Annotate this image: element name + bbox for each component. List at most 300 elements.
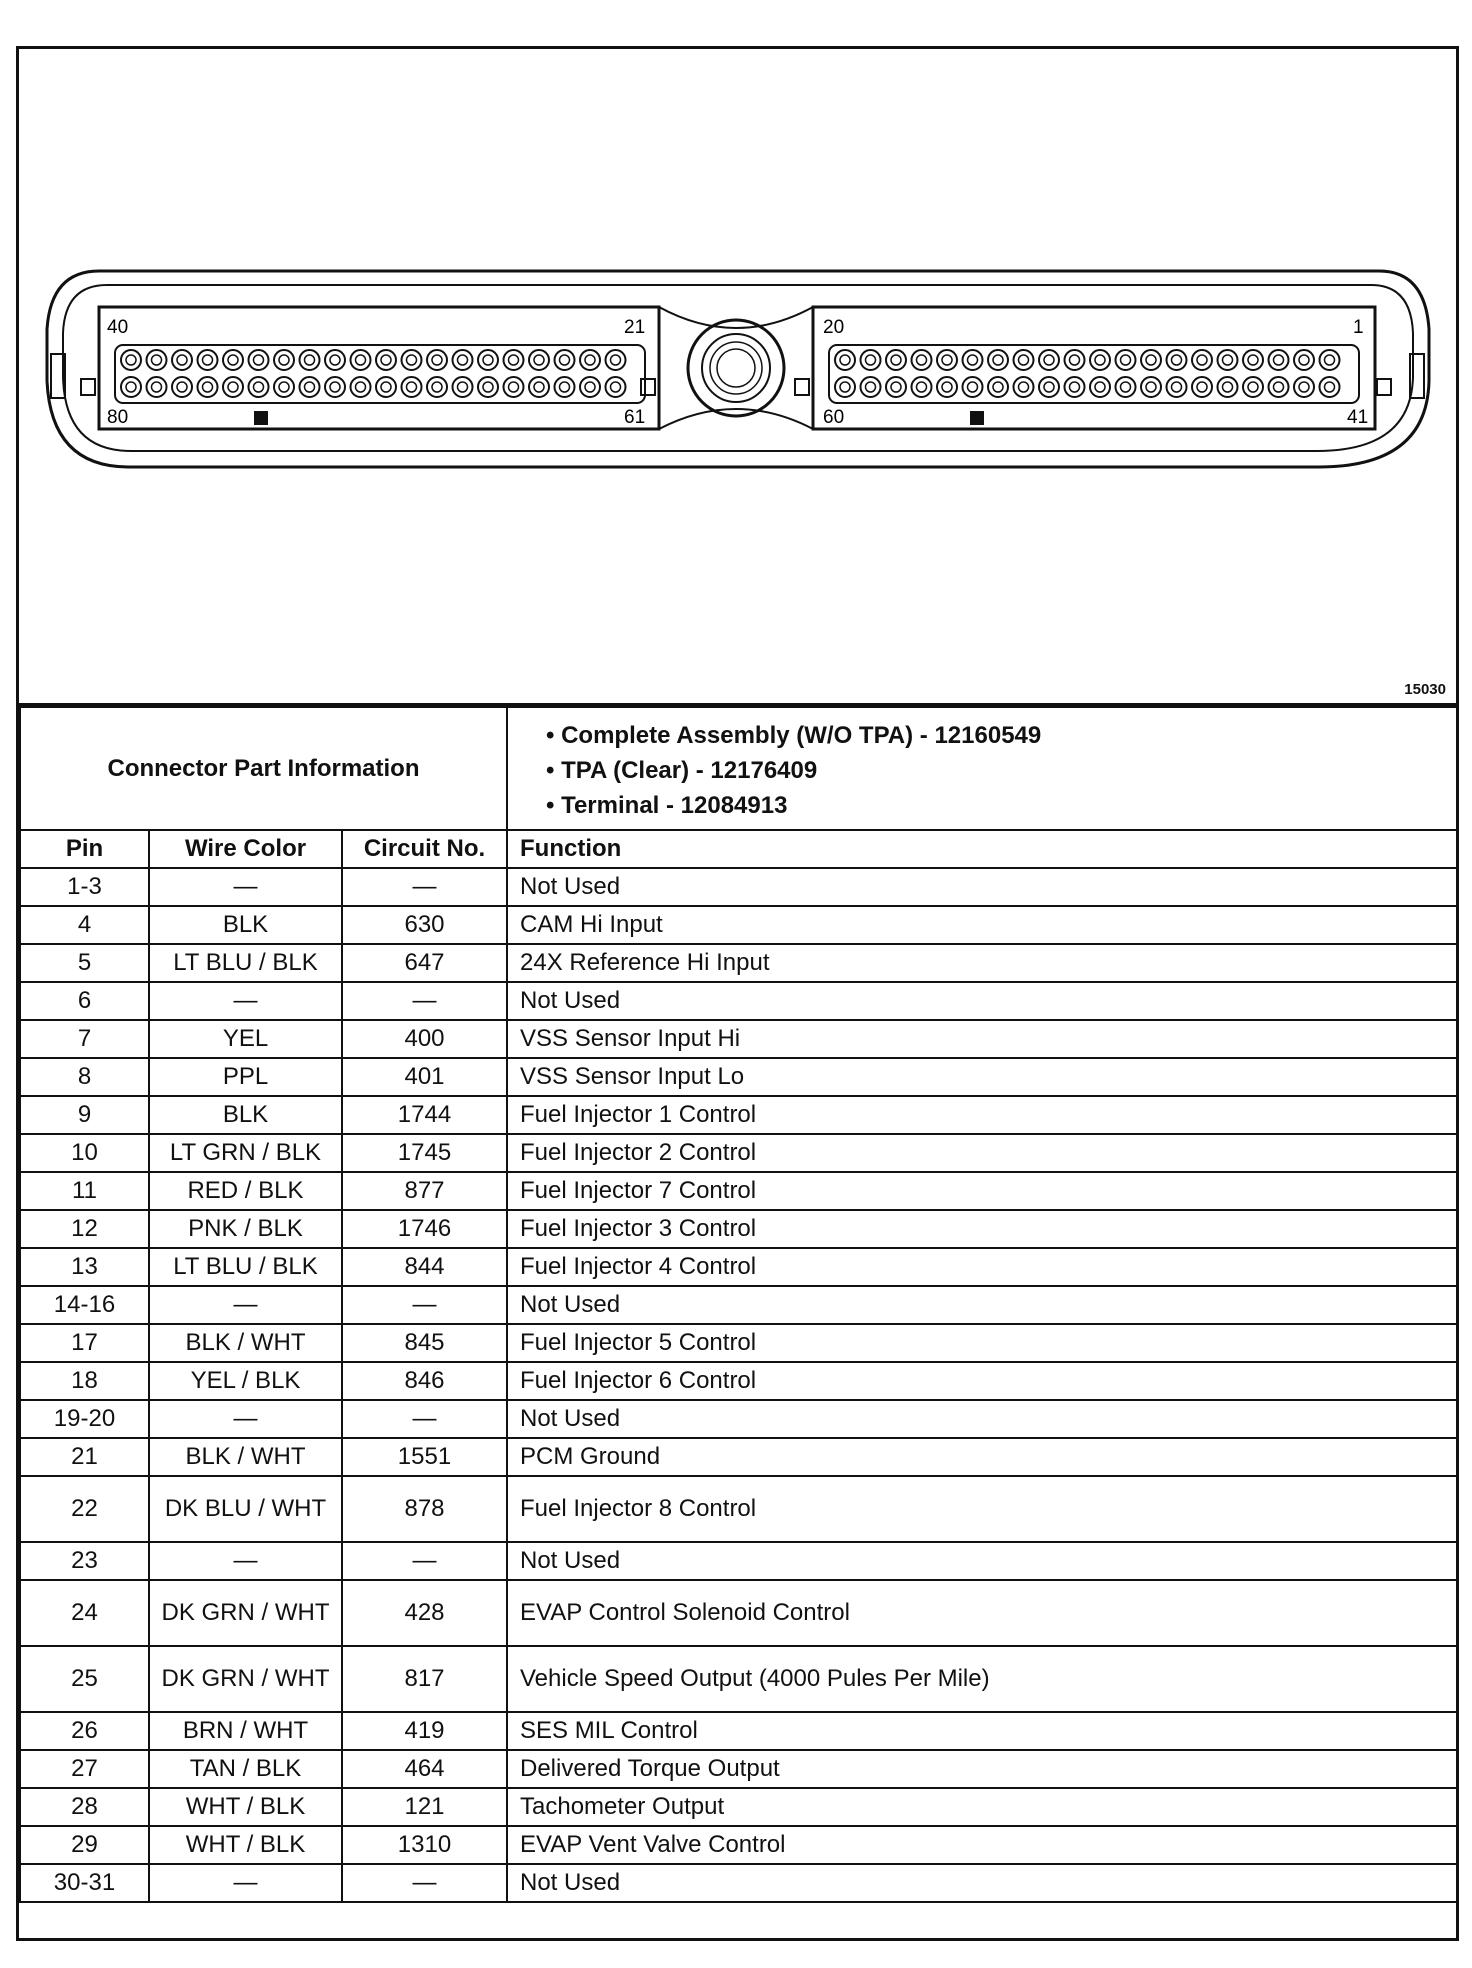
pin-terminal — [279, 355, 289, 365]
pin-cavity — [325, 350, 345, 370]
pin-cavity — [1014, 377, 1034, 397]
pin-terminal — [1325, 382, 1335, 392]
table-row — [20, 1172, 1457, 1210]
pin-terminal — [1121, 355, 1131, 365]
table-row — [20, 1020, 1457, 1058]
pin-cavity — [886, 350, 906, 370]
pin-cell: 18 — [20, 1362, 149, 1400]
pin-cavity — [886, 377, 906, 397]
circuit-no-cell: 630 — [342, 906, 507, 944]
pin-cavity — [351, 350, 371, 370]
pin-cavity — [1065, 377, 1085, 397]
table-row — [20, 1438, 1457, 1476]
pin-cavity — [529, 350, 549, 370]
pin-cavity — [478, 350, 498, 370]
pin-terminal — [356, 382, 366, 392]
table-row — [20, 1058, 1457, 1096]
pin-cavity — [325, 377, 345, 397]
wire-color-cell: DK GRN / WHT — [149, 1580, 342, 1646]
wire-color-cell: RED / BLK — [149, 1172, 342, 1210]
pin-terminal — [407, 355, 417, 365]
pin-terminal — [1146, 355, 1156, 365]
pin-terminal — [381, 355, 391, 365]
header-circuit-no: Circuit No. — [342, 830, 507, 868]
circuit-no-cell: 877 — [342, 1172, 507, 1210]
right-block-key-left — [795, 379, 809, 395]
table-row — [20, 1750, 1457, 1788]
function-cell: Fuel Injector 6 Control — [507, 1362, 1457, 1400]
pin-cavity — [1039, 377, 1059, 397]
label-pin-60: 60 — [823, 407, 845, 428]
pin-cavity — [1090, 350, 1110, 370]
table-row — [20, 1580, 1457, 1646]
table-row — [20, 906, 1457, 944]
pin-cavity — [249, 350, 269, 370]
pin-cell: 27 — [20, 1750, 149, 1788]
table-row — [20, 1096, 1457, 1134]
function-cell: Not Used — [507, 1542, 1457, 1580]
pin-terminal — [381, 382, 391, 392]
pin-cavity — [606, 350, 626, 370]
circuit-no-cell: 845 — [342, 1324, 507, 1362]
pin-terminal — [1019, 355, 1029, 365]
pin-cell: 9 — [20, 1096, 149, 1134]
pin-terminal — [279, 382, 289, 392]
pin-terminal — [228, 382, 238, 392]
pin-cell: 19-20 — [20, 1400, 149, 1438]
pin-terminal — [305, 382, 315, 392]
pin-cell: 13 — [20, 1248, 149, 1286]
pin-cell: 14-16 — [20, 1286, 149, 1324]
pin-cavity — [555, 377, 575, 397]
wire-color-cell: DK BLU / WHT — [149, 1476, 342, 1542]
pin-terminal — [228, 355, 238, 365]
right-pin-cavities — [835, 350, 1340, 397]
pin-terminal — [203, 382, 213, 392]
pin-cavity — [376, 377, 396, 397]
circuit-no-cell: 400 — [342, 1020, 507, 1058]
wire-color-cell: — — [149, 1286, 342, 1324]
pin-terminal — [458, 382, 468, 392]
pin-terminal — [917, 382, 927, 392]
pin-cavity — [1192, 350, 1212, 370]
pin-cavity — [606, 377, 626, 397]
center-bolt-hole — [717, 349, 755, 387]
function-cell: Fuel Injector 2 Control — [507, 1134, 1457, 1172]
pin-cavity — [1294, 377, 1314, 397]
pin-cell: 8 — [20, 1058, 149, 1096]
circuit-no-cell: — — [342, 1542, 507, 1580]
header-function: Function — [507, 830, 1457, 868]
header-pin: Pin — [20, 830, 149, 868]
pin-cavity — [1218, 377, 1238, 397]
table-row — [20, 1826, 1457, 1864]
pin-cavity — [1167, 377, 1187, 397]
function-cell: Fuel Injector 4 Control — [507, 1248, 1457, 1286]
wire-color-cell: — — [149, 1400, 342, 1438]
circuit-no-cell: 464 — [342, 1750, 507, 1788]
connector-diagram — [19, 49, 1456, 706]
pin-cavity — [529, 377, 549, 397]
table-row — [20, 944, 1457, 982]
connector-face-drawing — [19, 49, 1456, 703]
pin-cavity — [504, 377, 524, 397]
pin-cavity — [937, 350, 957, 370]
pin-cavity — [1141, 350, 1161, 370]
table-row — [20, 1476, 1457, 1542]
circuit-no-cell: — — [342, 868, 507, 906]
wire-color-cell: PNK / BLK — [149, 1210, 342, 1248]
pin-cavity — [376, 350, 396, 370]
pin-terminal — [585, 355, 595, 365]
wire-color-cell: BRN / WHT — [149, 1712, 342, 1750]
circuit-no-cell: 1745 — [342, 1134, 507, 1172]
pin-cell: 25 — [20, 1646, 149, 1712]
pin-cavity — [1090, 377, 1110, 397]
circuit-no-cell: 419 — [342, 1712, 507, 1750]
circuit-no-cell: — — [342, 982, 507, 1020]
center-bridge — [659, 307, 813, 429]
wire-color-cell: BLK / WHT — [149, 1324, 342, 1362]
pin-cavity — [147, 377, 167, 397]
pin-cavity — [1269, 377, 1289, 397]
pin-cavity — [427, 350, 447, 370]
circuit-no-cell: — — [342, 1864, 507, 1902]
pin-cavity — [1039, 350, 1059, 370]
pin-terminal — [1325, 355, 1335, 365]
header-wire-color: Wire Color — [149, 830, 342, 868]
pin-terminal — [942, 382, 952, 392]
pin-cavity — [1167, 350, 1187, 370]
pin-terminal — [483, 382, 493, 392]
function-cell: Not Used — [507, 1864, 1457, 1902]
pin-terminal — [1121, 382, 1131, 392]
wire-color-cell: — — [149, 1864, 342, 1902]
function-cell: Delivered Torque Output — [507, 1750, 1457, 1788]
pin-terminal — [1223, 355, 1233, 365]
function-cell: Fuel Injector 3 Control — [507, 1210, 1457, 1248]
pin-terminal — [509, 355, 519, 365]
circuit-no-cell: 846 — [342, 1362, 507, 1400]
pin-terminal — [1223, 382, 1233, 392]
pin-terminal — [993, 355, 1003, 365]
pin-cavity — [147, 350, 167, 370]
wire-color-cell: YEL / BLK — [149, 1362, 342, 1400]
wire-color-cell: TAN / BLK — [149, 1750, 342, 1788]
pin-terminal — [1299, 382, 1309, 392]
pin-terminal — [1197, 355, 1207, 365]
pin-terminal — [585, 382, 595, 392]
label-pin-21: 21 — [624, 317, 646, 338]
pin-terminal — [993, 382, 1003, 392]
pin-cavity — [300, 350, 320, 370]
pin-terminal — [1044, 382, 1054, 392]
pin-terminal — [254, 355, 264, 365]
pin-terminal — [560, 382, 570, 392]
pin-cell: 10 — [20, 1134, 149, 1172]
pin-cavity — [1320, 350, 1340, 370]
table-row — [20, 1400, 1457, 1438]
circuit-no-cell: 428 — [342, 1580, 507, 1646]
left-block-locator — [254, 411, 268, 425]
table-row — [20, 1248, 1457, 1286]
pin-cavity — [963, 350, 983, 370]
pin-cavity — [223, 350, 243, 370]
pin-terminal — [560, 355, 570, 365]
circuit-no-cell: — — [342, 1400, 507, 1438]
pin-terminal — [1095, 355, 1105, 365]
wire-color-cell: LT GRN / BLK — [149, 1134, 342, 1172]
pin-terminal — [1044, 355, 1054, 365]
pin-cavity — [172, 350, 192, 370]
pin-cavity — [1065, 350, 1085, 370]
pin-cavity — [172, 377, 192, 397]
pin-cell: 30-31 — [20, 1864, 149, 1902]
function-cell: Not Used — [507, 868, 1457, 906]
pin-cavity — [504, 350, 524, 370]
pin-cavity — [1243, 377, 1263, 397]
pin-cavity — [835, 350, 855, 370]
circuit-no-cell: 1551 — [342, 1438, 507, 1476]
pin-terminal — [126, 355, 136, 365]
wire-color-cell: — — [149, 868, 342, 906]
connector-info-item: • Terminal - 12084913 — [546, 788, 1456, 823]
left-pin-cavities — [121, 350, 626, 397]
pin-terminal — [866, 382, 876, 392]
pin-cavity — [1014, 350, 1034, 370]
connector-info-label: Connector Part Information — [20, 707, 507, 830]
pin-cell: 29 — [20, 1826, 149, 1864]
label-pin-20: 20 — [823, 317, 845, 338]
circuit-no-cell: 401 — [342, 1058, 507, 1096]
connector-pinout-table — [19, 706, 1458, 1903]
wire-color-cell: — — [149, 1542, 342, 1580]
pin-cavity — [274, 350, 294, 370]
pin-terminal — [1146, 382, 1156, 392]
pin-terminal — [1299, 355, 1309, 365]
pin-terminal — [1019, 382, 1029, 392]
pin-terminal — [254, 382, 264, 392]
pin-cavity — [427, 377, 447, 397]
pin-cavity — [988, 350, 1008, 370]
document-frame — [16, 46, 1459, 1941]
pin-cavity — [861, 350, 881, 370]
pin-cavity — [580, 350, 600, 370]
pin-terminal — [611, 355, 621, 365]
circuit-no-cell: 647 — [342, 944, 507, 982]
table-row — [20, 1788, 1457, 1826]
pin-cavity — [453, 350, 473, 370]
pin-terminal — [330, 355, 340, 365]
wire-color-cell: BLK / WHT — [149, 1438, 342, 1476]
pin-cavity — [963, 377, 983, 397]
pin-cavity — [580, 377, 600, 397]
circuit-no-cell: 1746 — [342, 1210, 507, 1248]
pin-cavity — [1218, 350, 1238, 370]
pin-cell: 12 — [20, 1210, 149, 1248]
pin-terminal — [1197, 382, 1207, 392]
pin-terminal — [611, 382, 621, 392]
pin-cell: 22 — [20, 1476, 149, 1542]
function-cell: Not Used — [507, 982, 1457, 1020]
pin-terminal — [1070, 355, 1080, 365]
pin-cell: 17 — [20, 1324, 149, 1362]
circuit-no-cell: 121 — [342, 1788, 507, 1826]
pin-terminal — [942, 355, 952, 365]
table-row — [20, 1712, 1457, 1750]
pin-terminal — [483, 355, 493, 365]
pin-cell: 23 — [20, 1542, 149, 1580]
wire-color-cell: YEL — [149, 1020, 342, 1058]
pin-cell: 1-3 — [20, 868, 149, 906]
pin-cavity — [249, 377, 269, 397]
pin-cavity — [402, 377, 422, 397]
function-cell: CAM Hi Input — [507, 906, 1457, 944]
pin-terminal — [330, 382, 340, 392]
pin-terminal — [356, 355, 366, 365]
pin-terminal — [840, 382, 850, 392]
left-block-key-right — [641, 379, 655, 395]
pin-cavity — [274, 377, 294, 397]
pin-cavity — [478, 377, 498, 397]
wire-color-cell: DK GRN / WHT — [149, 1646, 342, 1712]
function-cell: Fuel Injector 7 Control — [507, 1172, 1457, 1210]
label-pin-80: 80 — [107, 407, 129, 428]
table-row — [20, 982, 1457, 1020]
pin-cavity — [1320, 377, 1340, 397]
pin-terminal — [177, 355, 187, 365]
pin-cavity — [300, 377, 320, 397]
pin-cell: 6 — [20, 982, 149, 1020]
pin-terminal — [509, 382, 519, 392]
pin-cell: 24 — [20, 1580, 149, 1646]
pin-cavity — [912, 377, 932, 397]
pin-terminal — [1172, 382, 1182, 392]
circuit-no-cell: 817 — [342, 1646, 507, 1712]
wire-color-cell: — — [149, 982, 342, 1020]
pin-cavity — [1269, 350, 1289, 370]
wire-color-cell: LT BLU / BLK — [149, 944, 342, 982]
pin-terminal — [177, 382, 187, 392]
function-cell: VSS Sensor Input Hi — [507, 1020, 1457, 1058]
wire-color-cell: LT BLU / BLK — [149, 1248, 342, 1286]
pin-terminal — [432, 355, 442, 365]
pin-cavity — [198, 377, 218, 397]
right-block-locator — [970, 411, 984, 425]
pin-cavity — [402, 350, 422, 370]
pin-terminal — [866, 355, 876, 365]
pin-cavity — [198, 350, 218, 370]
pin-cavity — [937, 377, 957, 397]
function-cell: Fuel Injector 5 Control — [507, 1324, 1457, 1362]
table-row — [20, 1542, 1457, 1580]
function-cell: Not Used — [507, 1400, 1457, 1438]
pin-terminal — [203, 355, 213, 365]
function-cell: 24X Reference Hi Input — [507, 944, 1457, 982]
label-pin-1: 1 — [1353, 317, 1364, 338]
function-cell: Tachometer Output — [507, 1788, 1457, 1826]
pin-terminal — [1248, 355, 1258, 365]
right-block-key-right — [1377, 379, 1391, 395]
function-cell: EVAP Vent Valve Control — [507, 1826, 1457, 1864]
pin-cavity — [555, 350, 575, 370]
table-row — [20, 1362, 1457, 1400]
pin-terminal — [534, 382, 544, 392]
wire-color-cell: BLK — [149, 906, 342, 944]
connector-info-row — [20, 707, 1457, 830]
function-cell: Fuel Injector 1 Control — [507, 1096, 1457, 1134]
circuit-no-cell: 1310 — [342, 1826, 507, 1864]
pin-cavity — [835, 377, 855, 397]
table-row — [20, 868, 1457, 906]
pin-cavity — [1192, 377, 1212, 397]
circuit-no-cell: 878 — [342, 1476, 507, 1542]
table-row — [20, 1134, 1457, 1172]
pin-cavity — [1116, 350, 1136, 370]
table-row — [20, 1646, 1457, 1712]
pin-cell: 5 — [20, 944, 149, 982]
pin-terminal — [432, 382, 442, 392]
table-row — [20, 1324, 1457, 1362]
pin-cell: 11 — [20, 1172, 149, 1210]
wire-color-cell: PPL — [149, 1058, 342, 1096]
pin-cavity — [351, 377, 371, 397]
left-block-key-left — [81, 379, 95, 395]
pin-terminal — [458, 355, 468, 365]
pin-terminal — [407, 382, 417, 392]
pin-terminal — [1095, 382, 1105, 392]
function-cell: PCM Ground — [507, 1438, 1457, 1476]
pin-terminal — [152, 355, 162, 365]
wire-color-cell: BLK — [149, 1096, 342, 1134]
pin-terminal — [1274, 355, 1284, 365]
pin-terminal — [917, 355, 927, 365]
pin-terminal — [891, 382, 901, 392]
pin-terminal — [1070, 382, 1080, 392]
pin-terminal — [1274, 382, 1284, 392]
center-bolt-ring-inner — [710, 342, 762, 394]
pin-cavity — [121, 377, 141, 397]
table-row — [20, 1210, 1457, 1248]
pin-cavity — [223, 377, 243, 397]
pin-terminal — [891, 355, 901, 365]
pin-cavity — [1116, 377, 1136, 397]
function-cell: Not Used — [507, 1286, 1457, 1324]
pin-cell: 21 — [20, 1438, 149, 1476]
pin-cavity — [121, 350, 141, 370]
pin-terminal — [968, 355, 978, 365]
label-pin-40: 40 — [107, 317, 129, 338]
circuit-no-cell: 1744 — [342, 1096, 507, 1134]
center-bolt-ring — [702, 334, 770, 402]
pin-cavity — [1294, 350, 1314, 370]
pin-terminal — [968, 382, 978, 392]
connector-info-item: • Complete Assembly (W/O TPA) - 12160549 — [546, 718, 1456, 753]
pin-cell: 4 — [20, 906, 149, 944]
wire-color-cell: WHT / BLK — [149, 1826, 342, 1864]
function-cell: Vehicle Speed Output (4000 Pules Per Mile) — [507, 1646, 1457, 1712]
function-cell: EVAP Control Solenoid Control — [507, 1580, 1457, 1646]
wire-color-cell: WHT / BLK — [149, 1788, 342, 1826]
pin-cavity — [453, 377, 473, 397]
pin-terminal — [840, 355, 850, 365]
label-pin-41: 41 — [1347, 407, 1369, 428]
function-cell: SES MIL Control — [507, 1712, 1457, 1750]
table-row — [20, 1864, 1457, 1902]
connector-info-list — [507, 707, 1457, 830]
pin-cell: 7 — [20, 1020, 149, 1058]
pin-terminal — [305, 355, 315, 365]
